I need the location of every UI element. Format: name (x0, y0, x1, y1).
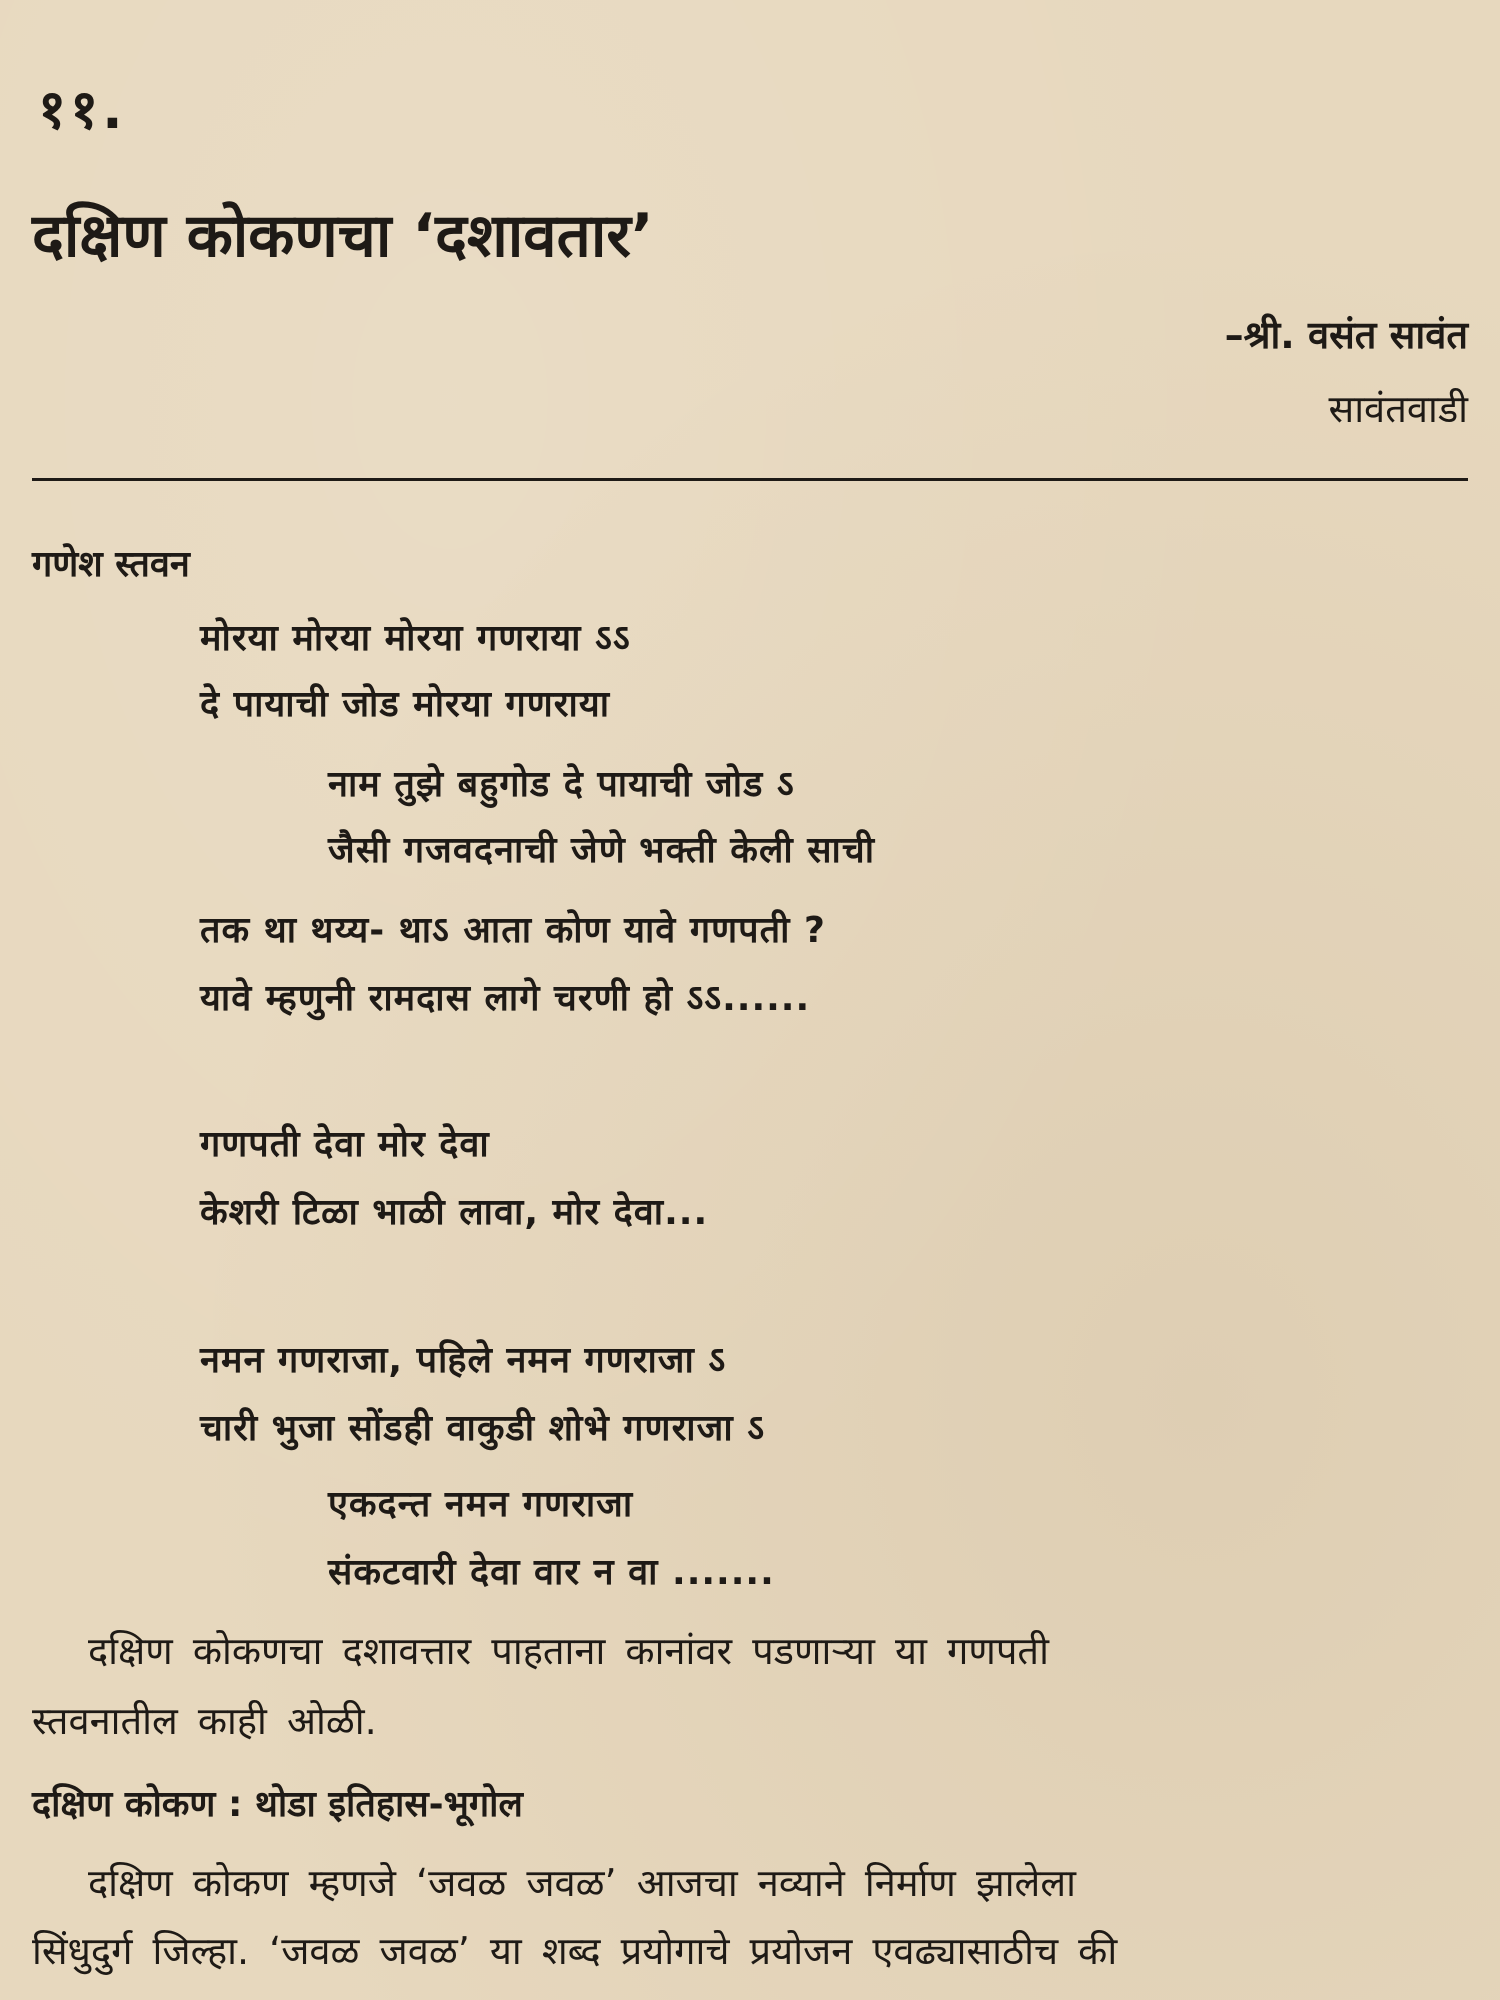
paragraph-line: दक्षिण कोकण म्हणजे ‘जवळ जवळ’ आजचा नव्याने निर्माण झालेला (88, 1861, 1076, 1905)
verse-line: तक था थय्य- थाऽ आता कोण यावे गणपती ? (200, 910, 826, 951)
verse-line: केशरी टिळा भाळी लावा, मोर देवा... (200, 1192, 709, 1233)
verse-line: दे पायाची जोड मोरया गणराया (200, 684, 611, 725)
author-place: सावंतवाडी (1328, 387, 1468, 431)
verse-line: मोरया मोरया मोरया गणराया ऽऽ (200, 618, 631, 659)
verse-line: नमन गणराजा, पहिले नमन गणराजा ऽ (200, 1340, 727, 1381)
chapter-number: ११. (38, 78, 127, 141)
paragraph-line: सिंधुदुर्ग जिल्हा. ‘जवळ जवळ’ या शब्द प्रयोगाचे प्रयोजन एवढ्यासाठीच की (32, 1929, 1118, 1973)
verse-line: यावे म्हणुनी रामदास लागे चरणी हो ऽऽ...... (200, 978, 811, 1019)
section-heading-history-geography: दक्षिण कोकण : थोडा इतिहास-भूगोल (32, 1784, 523, 1825)
verse-line: संकटवारी देवा वार न वा ....... (328, 1552, 775, 1593)
verse-line: एकदन्त नमन गणराजा (328, 1484, 634, 1525)
paragraph-line: स्तवनातील काही ओळी. (32, 1699, 377, 1743)
paragraph-line: दक्षिण कोकणचा दशावत्तार पाहताना कानांवर पडणाऱ्या या गणपती (88, 1629, 1049, 1673)
verse-line: जैसी गजवदनाची जेणे भक्ती केली साची (328, 830, 876, 871)
verse-line: नाम तुझे बहुगोड दे पायाची जोड ऽ (328, 764, 795, 805)
verse-line: गणपती देवा मोर देवा (200, 1124, 490, 1165)
verse-line: चारी भुजा सोंडही वाकुडी शोभे गणराजा ऽ (200, 1408, 766, 1449)
section-heading-ganesh-stavan: गणेश स्तवन (32, 544, 190, 585)
author-name: –श्री. वसंत सावंत (1224, 313, 1468, 357)
chapter-title: दक्षिण कोकणचा ‘दशावतार’ (32, 201, 654, 271)
divider-rule (32, 478, 1468, 481)
